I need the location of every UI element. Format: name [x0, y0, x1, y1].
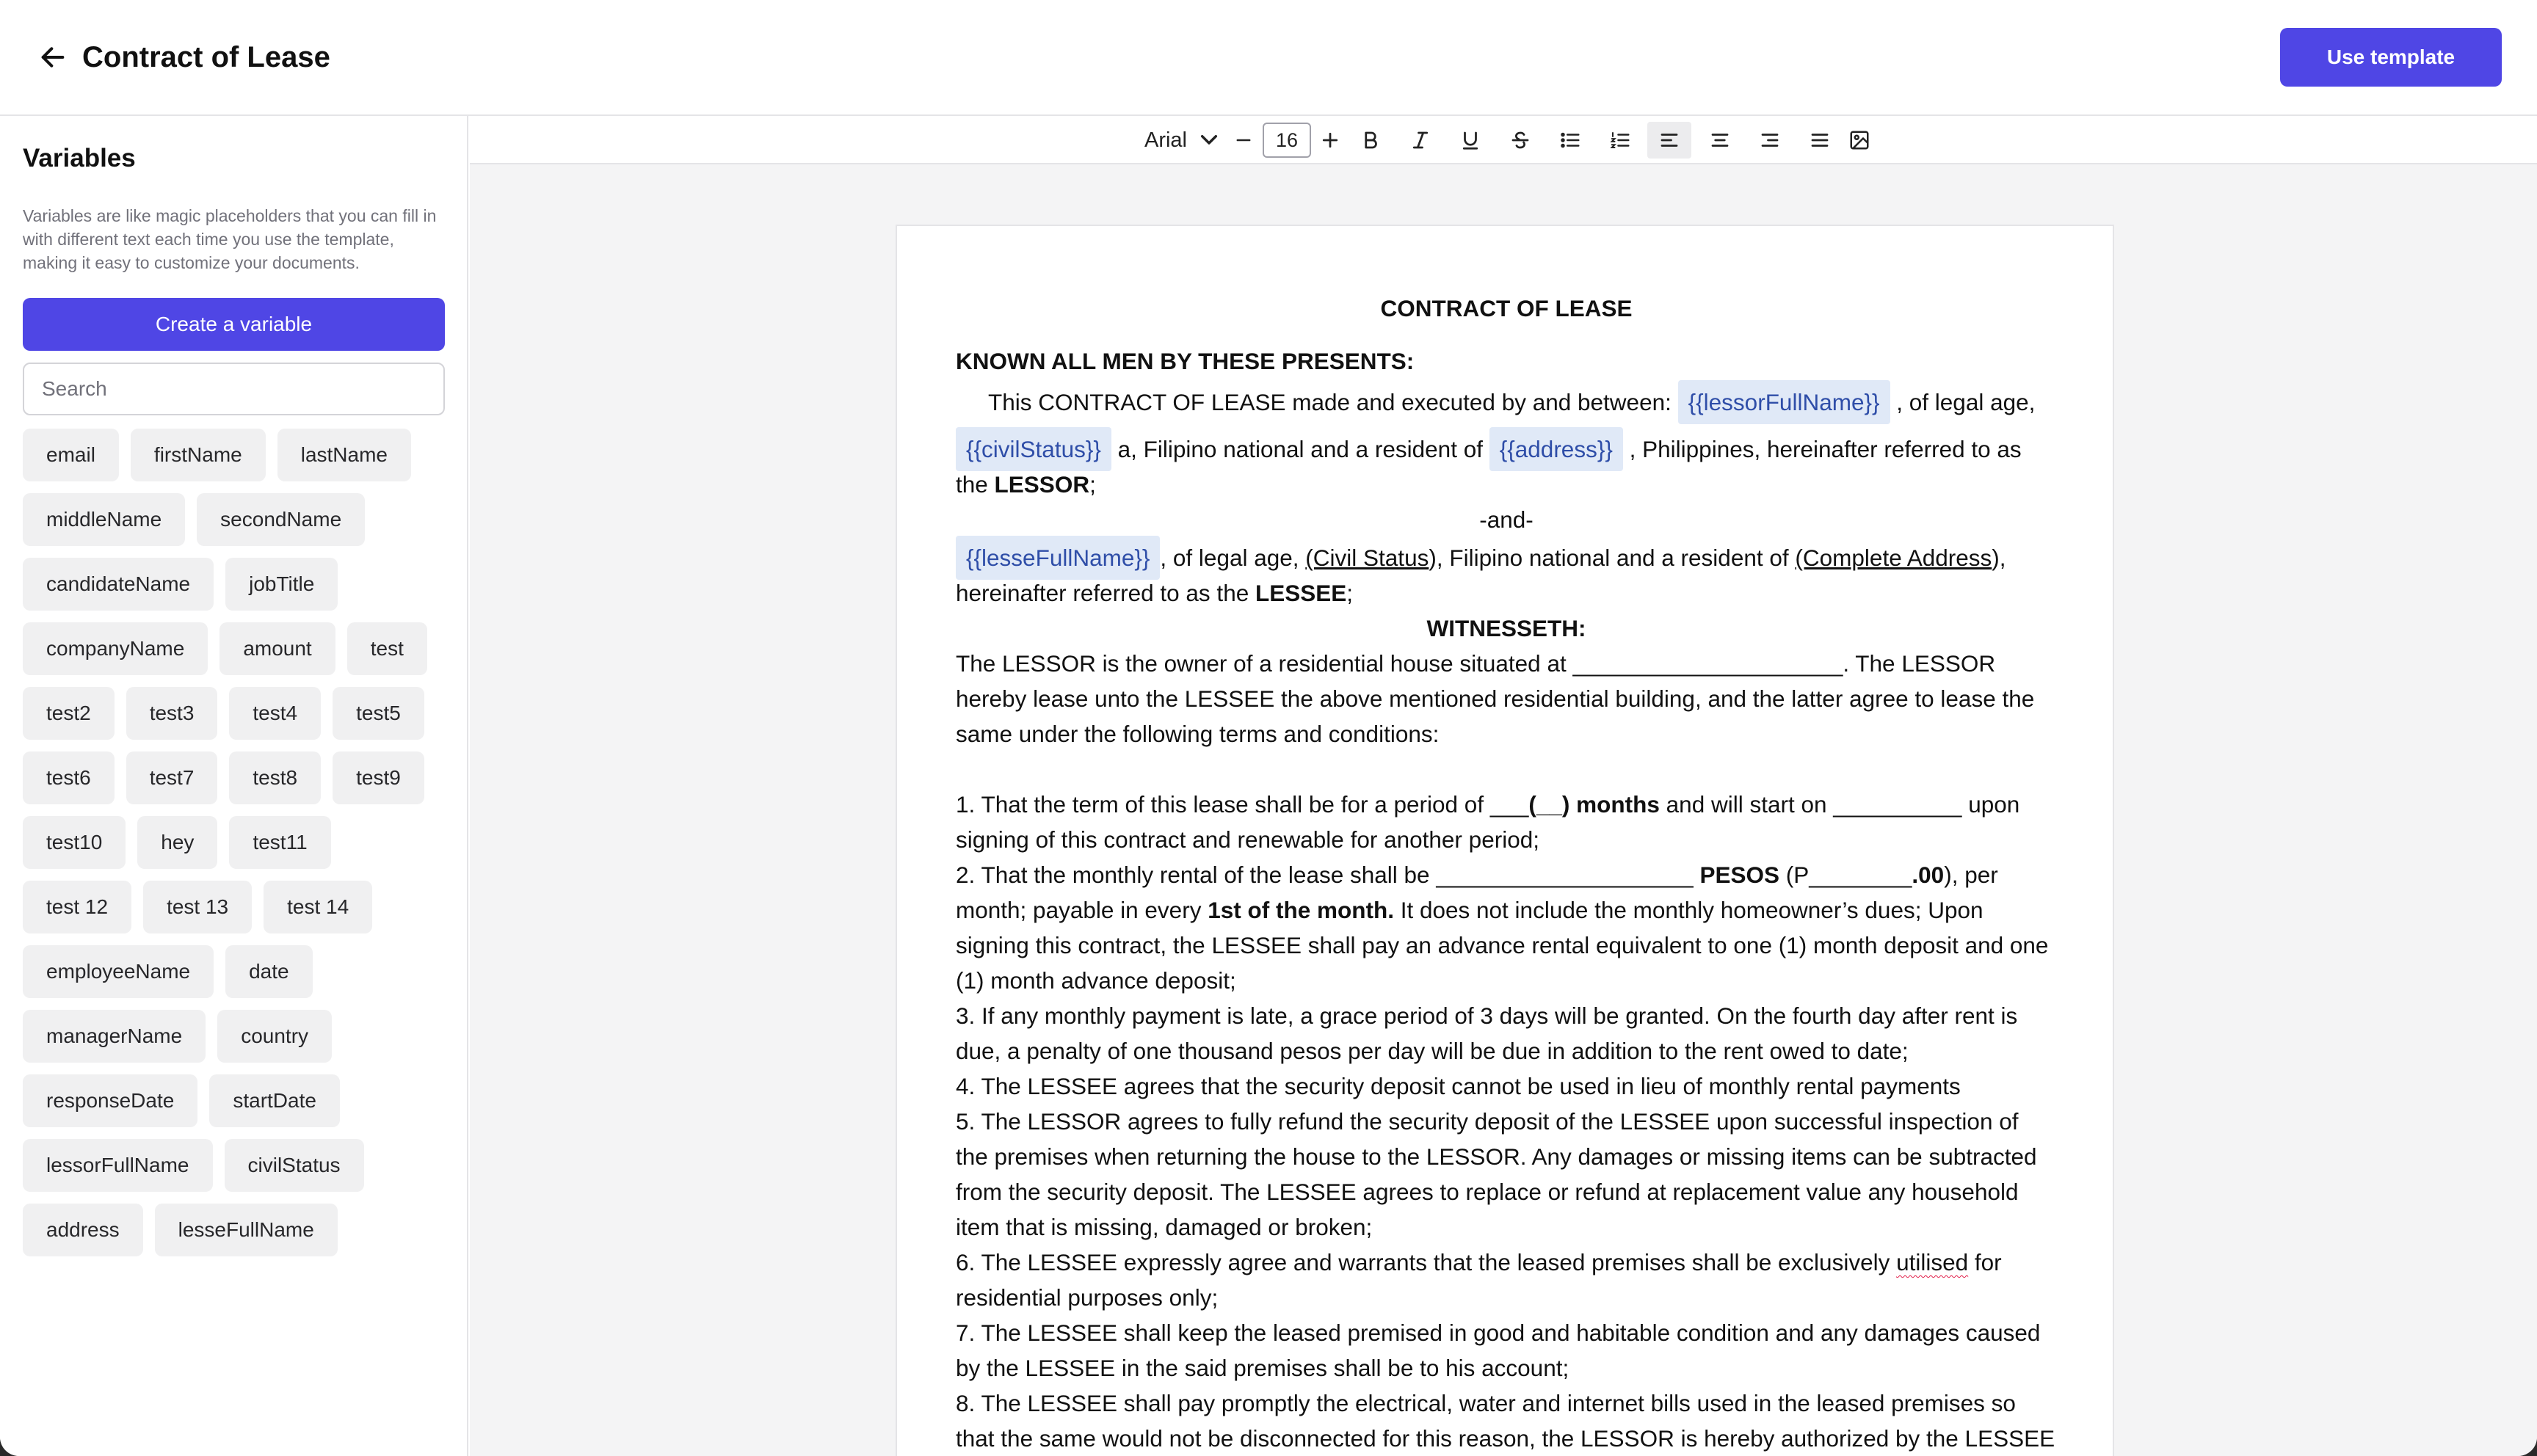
variable-chip-row [23, 1204, 456, 1256]
create-variable-button[interactable]: Create a variable [23, 298, 445, 351]
variable-chip[interactable]: startDate [209, 1074, 340, 1127]
clause-1: 1. That the term of this lease shall be for a period of ___(__) months and will start on __________ upon signing of this contract and renewable for another period; [956, 791, 2020, 853]
variable-list [23, 429, 456, 1268]
variable-token[interactable]: {{address}} [1489, 427, 1623, 471]
variable-chip[interactable]: civilStatus [225, 1139, 364, 1192]
editor-workspace [470, 116, 2537, 1456]
strikethrough-icon [1509, 129, 1531, 151]
variable-chip[interactable]: firstName [131, 429, 266, 481]
variable-chip[interactable]: test8 [229, 751, 321, 804]
variable-chip[interactable]: country [217, 1010, 332, 1063]
variable-chip[interactable]: middleName [23, 493, 185, 546]
lessor-line: the LESSOR; [956, 471, 1096, 498]
variable-chip-row [23, 429, 456, 481]
clause-4: 4. The LESSEE agrees that the security deposit cannot be used in lieu of monthly rental payments [956, 1073, 1961, 1099]
underline-icon [1459, 129, 1481, 151]
variable-chip[interactable]: test9 [333, 751, 424, 804]
variable-chip[interactable]: employeeName [23, 945, 214, 998]
align-center-button[interactable] [1702, 122, 1738, 159]
back-button[interactable] [35, 40, 70, 75]
clause-5: 5. The LESSOR agrees to fully refund the security deposit of the LESSEE upon successful inspection of the premises when returning the house to the LESSOR. Any damages or missing items can be subtracted from the security deposit. The LESSEE agrees to replace or refund at replacement value any household item that is missing, damaged or broken; [956, 1108, 2037, 1240]
align-center-icon [1709, 129, 1731, 151]
variable-chip[interactable]: lesseFullName [155, 1204, 338, 1256]
variable-chip-row [23, 945, 456, 998]
variable-chip[interactable]: test10 [23, 816, 126, 869]
variable-chip[interactable]: test2 [23, 687, 115, 740]
search-input[interactable] [23, 363, 445, 415]
chevron-down-icon [1197, 128, 1221, 152]
variable-chip[interactable]: lessorFullName [23, 1139, 213, 1192]
image-icon [1848, 129, 1870, 151]
variable-chip[interactable]: responseDate [23, 1074, 197, 1127]
variable-chip[interactable]: date [225, 945, 313, 998]
variable-chip[interactable]: test6 [23, 751, 115, 804]
variable-token[interactable]: {{lessorFullName}} [1678, 380, 1890, 424]
variable-chip[interactable]: test7 [126, 751, 218, 804]
use-template-button[interactable]: Use template [2280, 28, 2502, 87]
document-body[interactable] [956, 285, 2057, 1456]
intro-paragraph: The LESSOR is the owner of a residential house situated at _____________________. The LESSOR hereby lease unto the LESSEE the above mentioned residential building, and the latter agree to lease the same under the following terms and conditions: [956, 650, 2035, 747]
bold-icon [1360, 129, 1382, 151]
variable-chip[interactable]: test 12 [23, 881, 131, 933]
align-right-icon [1759, 129, 1781, 151]
lessee-paragraph: {{lesseFullName}} , of legal age, (Civil Status), Filipino national and a resident of (Complete Address), [956, 534, 2057, 581]
font-family-select[interactable] [1135, 122, 1230, 159]
plus-icon [1319, 129, 1341, 151]
decrease-font-size-button[interactable] [1229, 122, 1258, 159]
variable-chip-row [23, 816, 456, 869]
parties-paragraph: This CONTRACT OF LEASE made and executed by and between: {{lessorFullName}} , of legal age, {{civilStatus}} a, Filipino national and a resident of {{address}} , Philippines, hereinafter referred to as [956, 379, 2057, 473]
variable-chip[interactable]: test [347, 622, 427, 675]
justify-icon [1809, 129, 1831, 151]
underline-button[interactable] [1452, 122, 1489, 159]
variable-chip[interactable]: jobTitle [225, 558, 338, 611]
document-page[interactable] [896, 225, 2114, 1456]
variable-chip[interactable]: test5 [333, 687, 424, 740]
variable-chip-row [23, 558, 456, 611]
clause-7: 7. The LESSEE shall keep the leased premised in good and habitable condition and any damages caused by the LESSEE in the said premises shall be to his account; [956, 1320, 2041, 1381]
clause-6: 6. The LESSEE expressly agree and warrants that the leased premises shall be exclusively utilised for residential purposes only; [956, 1249, 2002, 1311]
insert-image-button[interactable] [1841, 122, 1878, 159]
variable-chip-row [23, 881, 456, 933]
variable-chip[interactable]: test11 [229, 816, 330, 869]
variable-chip[interactable]: test4 [229, 687, 321, 740]
font-family-value: Arial [1144, 128, 1187, 152]
variable-chip[interactable]: hey [137, 816, 217, 869]
and-separator: -and- [1479, 506, 1534, 533]
justify-button[interactable] [1801, 122, 1838, 159]
align-left-button[interactable] [1647, 122, 1691, 159]
variable-chip-row [23, 687, 456, 740]
variable-chip[interactable]: email [23, 429, 119, 481]
variable-chip-row [23, 622, 456, 675]
variable-chip[interactable]: lastName [277, 429, 411, 481]
italic-button[interactable] [1402, 122, 1439, 159]
variable-chip[interactable]: test3 [126, 687, 218, 740]
font-size-input[interactable]: 16 [1263, 123, 1311, 158]
variable-token[interactable]: {{civilStatus}} [956, 427, 1111, 471]
top-bar [0, 0, 2537, 116]
numbered-list-button[interactable] [1602, 122, 1638, 159]
clause-2: 2. That the monthly rental of the lease shall be ____________________ PESOS (P________.00), per month; payable in every 1st of the month. It does not include the monthly homeowner’s dues; Upon signing this contract, the LESSEE shall pay an advance rental equivalent to one (1) month deposit and one (1) month advance deposit; [956, 862, 2049, 994]
variable-chip[interactable]: test 13 [143, 881, 252, 933]
variable-chip-row [23, 493, 456, 546]
page-title: Contract of Lease [82, 41, 330, 73]
align-right-button[interactable] [1752, 122, 1788, 159]
witnesseth-heading: WITNESSETH: [1426, 615, 1586, 641]
variable-chip[interactable]: address [23, 1204, 143, 1256]
variable-chip[interactable]: amount [219, 622, 335, 675]
strikethrough-button[interactable] [1502, 122, 1539, 159]
variables-sidebar [0, 116, 468, 1456]
arrow-left-icon [38, 43, 68, 72]
clause-8: 8. The LESSEE shall pay promptly the electrical, water and internet bills used in the leased premises so that the same would not be disconnected for this reason, the LESSOR is hereby authorized by the LESSEE [956, 1390, 2055, 1452]
formatting-toolbar [470, 116, 2537, 164]
variable-chip[interactable]: candidateName [23, 558, 214, 611]
variable-chip-row [23, 751, 456, 804]
align-left-icon [1658, 129, 1680, 151]
variable-chip[interactable]: companyName [23, 622, 208, 675]
bullet-list-button[interactable] [1552, 122, 1589, 159]
blank-line [956, 751, 2057, 787]
variable-chip-row [23, 1010, 456, 1063]
variable-chip-row [23, 1074, 456, 1127]
variable-chip[interactable]: managerName [23, 1010, 206, 1063]
variable-token[interactable]: {{lesseFullName}} [956, 536, 1160, 580]
lessee-line: hereinafter referred to as the LESSEE; [956, 580, 1354, 606]
variable-chip[interactable]: test 14 [264, 881, 372, 933]
italic-icon [1409, 129, 1431, 151]
minus-icon [1233, 130, 1254, 150]
document-title: CONTRACT OF LEASE [1380, 295, 1633, 321]
bold-button[interactable] [1352, 122, 1389, 159]
sidebar-title: Variables [23, 144, 136, 172]
bullet-list-icon [1559, 129, 1581, 151]
variable-chip[interactable]: secondName [197, 493, 365, 546]
sidebar-description: Variables are like magic placeholders that you can fill in with different text each time you use the template, making it easy to customize your documents. [23, 206, 437, 272]
clause-3: 3. If any monthly payment is late, a grace period of 3 days will be granted. On the fourth day after rent is due, a penalty of one thousand pesos per day will be due in addition to the rent owed to date; [956, 1002, 2018, 1064]
variable-chip-row [23, 1139, 456, 1192]
document-heading: KNOWN ALL MEN BY THESE PRESENTS: [956, 348, 1415, 374]
increase-font-size-button[interactable] [1315, 122, 1345, 159]
numbered-list-icon [1609, 129, 1631, 151]
